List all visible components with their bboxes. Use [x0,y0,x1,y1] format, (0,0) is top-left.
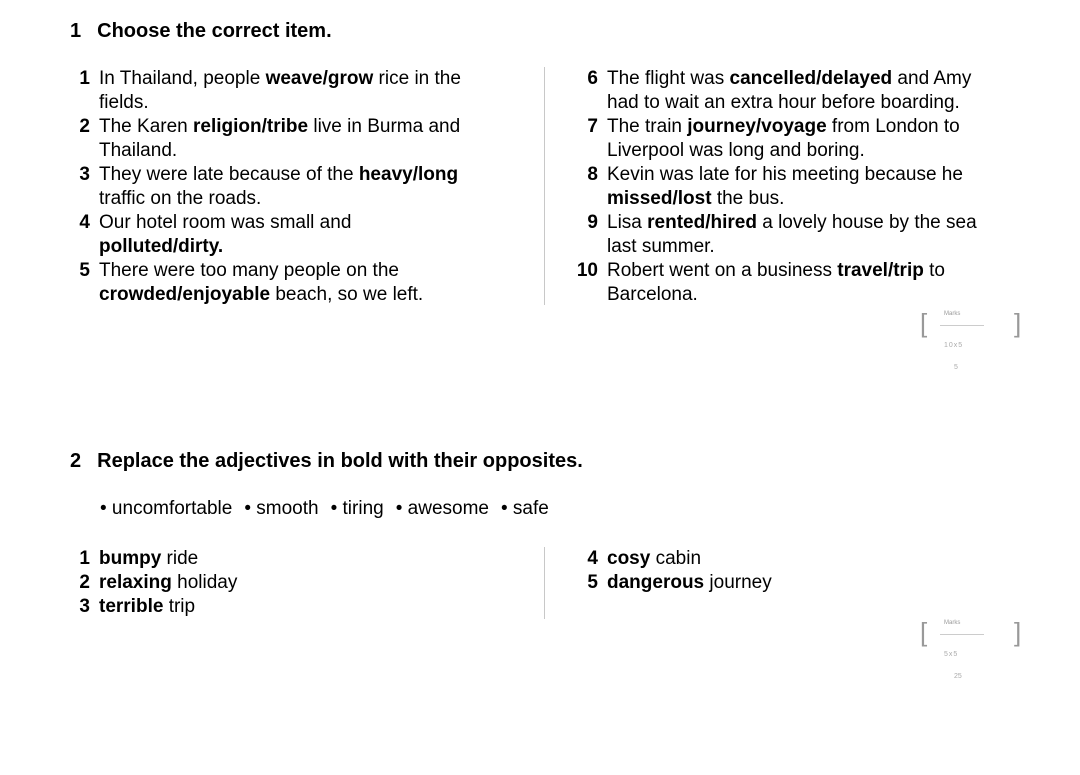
question-fragment: from London to Liverpool was long and boring. [607,116,960,161]
question-item [574,547,1054,571]
answer-option: dangerous [607,572,705,593]
exercise-1-left-list [70,67,530,307]
word-bank-item: • smooth [244,498,319,519]
question-fragment: The train [607,116,688,137]
question-item [574,115,1054,163]
answer-option: cancelled/delayed [729,68,893,89]
question-number: 10 [576,260,598,281]
question-fragment: There were too many people on the [99,260,399,281]
exercise-1-number: 1 [70,20,82,42]
question-item [574,67,1054,115]
question-number: 1 [79,68,90,89]
question-item [70,211,530,259]
column-divider [544,67,545,305]
answer-option: crowded/enjoyable [99,284,271,305]
question-number: 5 [79,260,90,281]
question-number: 7 [587,116,598,137]
question-number: 2 [79,572,90,593]
question-item [70,547,530,571]
question-fragment: and Amy had to wait an extra hour before boarding. [607,68,972,113]
question-number: 1 [79,548,90,569]
question-fragment: holiday [171,572,238,593]
question-text [99,115,460,163]
question-fragment: live in Burma and Thailand. [99,116,461,161]
question-text [99,595,195,619]
question-fragment: the bus. [711,188,785,209]
question-text [99,163,458,211]
question-text [99,259,423,307]
score-bracket-right: ] [1014,617,1022,647]
answer-option: polluted/dirty. [99,236,224,257]
answer-option: bumpy [99,548,162,569]
question-fragment: trip [163,596,196,617]
exercise-2-left-list [70,547,530,619]
question-item [574,211,1054,259]
question-fragment: In Thailand, people [99,68,266,89]
question-fragment: beach, so we left. [270,284,424,305]
question-text [607,211,977,259]
exercise-2-right-list [574,547,1054,595]
score-line [940,634,984,635]
question-fragment: journey [704,572,772,593]
question-item [574,259,1054,307]
question-number: 4 [79,212,90,233]
score-label: Marks [944,311,961,317]
score-total: 10x5 [944,342,964,349]
answer-option: travel/trip [837,260,924,281]
question-fragment: a lovely house by the sea last summer. [607,212,977,257]
question-text [607,259,945,307]
answer-option: heavy/long [358,164,459,185]
score-bracket-right: ] [1014,308,1022,338]
word-bank-item: • uncomfortable [100,498,233,519]
question-number: 8 [587,164,598,185]
question-item [574,163,1054,211]
question-number: 3 [79,164,90,185]
exercise-1-right-list [574,67,1054,307]
exercise-2-score-box [920,617,1030,697]
exercise-1-score-box [920,308,1030,388]
question-number: 6 [587,68,598,89]
question-number: 9 [587,212,598,233]
question-fragment: Lisa [607,212,648,233]
word-bank-item: • tiring [330,498,384,519]
answer-option: weave/grow [265,68,374,89]
question-text [99,67,461,115]
exercise-2-number: 2 [70,450,82,472]
exercise-2-title [70,450,583,473]
question-fragment: Kevin was late for his meeting because he [607,164,963,185]
question-item [70,259,530,307]
question-item [70,595,530,619]
word-bank-item: • safe [500,498,549,519]
answer-option: missed/lost [607,188,712,209]
answer-option: relaxing [99,572,172,593]
score-bracket-left: [ [920,617,928,647]
answer-option: rented/hired [647,212,757,233]
question-item [70,115,530,163]
question-fragment: ride [161,548,199,569]
question-fragment: to Barcelona. [607,260,945,305]
question-text [607,67,971,115]
answer-option: terrible [99,596,164,617]
question-text [99,571,237,595]
question-fragment: cabin [650,548,702,569]
exercise-2-heading: Replace the adjectives in bold with their opposites. [97,450,583,472]
exercise-1-heading: Choose the correct item. [97,20,332,42]
answer-option: cosy [607,548,651,569]
question-number: 2 [79,116,90,137]
question-fragment: The flight was [607,68,730,89]
exercise-1-title [70,20,332,43]
question-fragment: Our hotel room was small and [99,212,352,233]
word-bank [100,498,549,520]
score-label: Marks [944,620,961,626]
question-fragment: They were late because of the [99,164,359,185]
question-fragment: Robert went on a business [607,260,838,281]
answer-option: religion/tribe [193,116,309,137]
score-marks: 5 [954,364,958,371]
question-text [99,547,198,571]
question-text [607,115,960,163]
question-item [70,67,530,115]
question-text [99,211,351,259]
column-divider-2 [544,547,545,619]
question-item [70,571,530,595]
word-bank-item: • awesome [395,498,489,519]
score-line [940,325,984,326]
question-number: 5 [587,572,598,593]
question-fragment: traffic on the roads. [99,188,262,209]
answer-option: journey/voyage [687,116,827,137]
question-item [70,163,530,211]
question-number: 4 [587,548,598,569]
question-text [607,571,772,595]
question-number: 3 [79,596,90,617]
question-item [574,571,1054,595]
question-text [607,163,963,211]
question-fragment: The Karen [99,116,193,137]
question-text [607,547,701,571]
score-total: 5x5 [944,651,959,658]
score-marks: 25 [954,673,962,680]
question-fragment: rice in the fields. [99,68,461,113]
score-bracket-left: [ [920,308,928,338]
